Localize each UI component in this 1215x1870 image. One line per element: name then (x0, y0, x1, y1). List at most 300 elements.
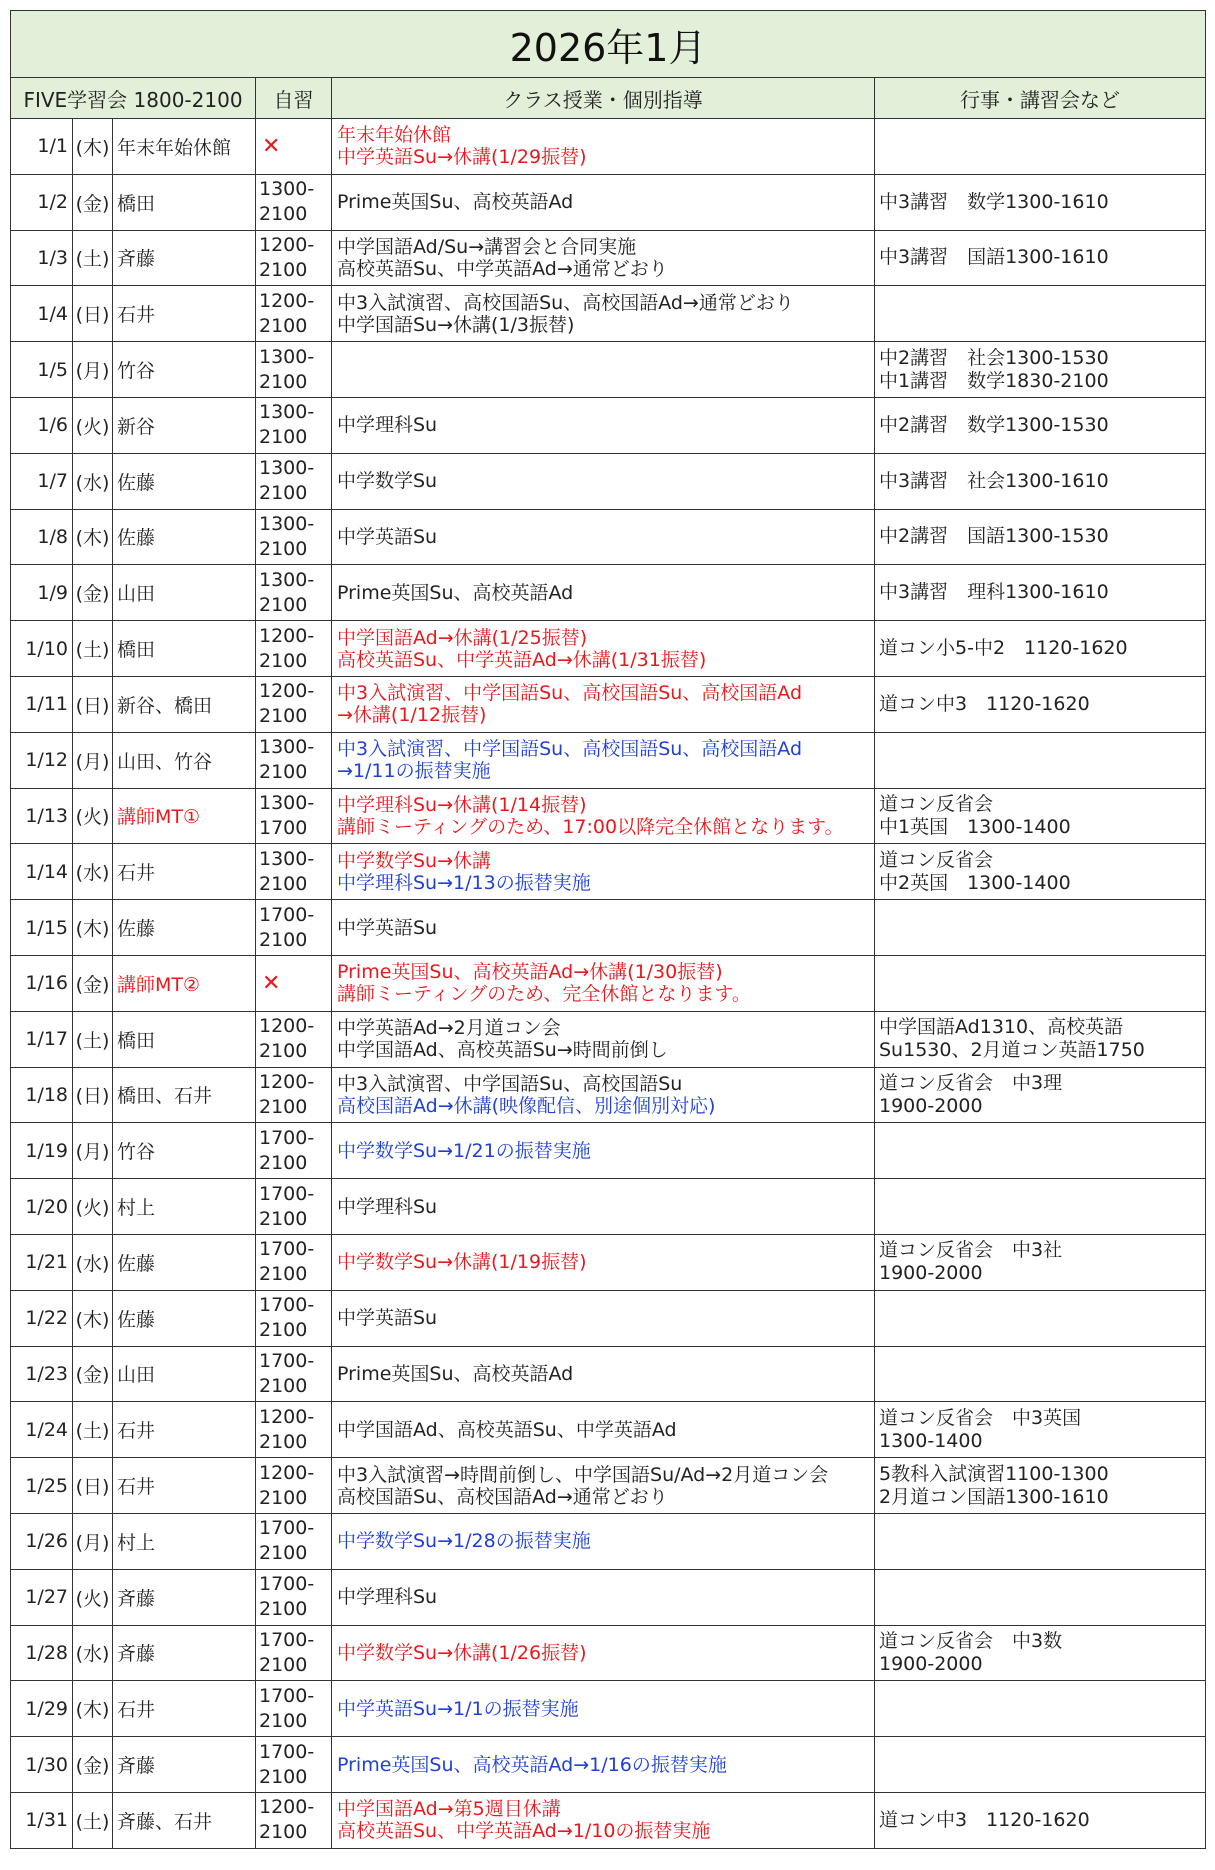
staff-cell: 佐藤 (113, 1234, 256, 1290)
class-line: 中3入試演習→時間前倒し、中学国語Su/Ad→2月道コン会 (337, 1463, 829, 1486)
staff-cell: 村上 (113, 1513, 256, 1569)
event-cell (875, 1569, 1206, 1625)
table-row (11, 509, 1206, 565)
self-study-cell (256, 453, 332, 509)
table-row (11, 1067, 1206, 1123)
table-row (11, 1290, 1206, 1346)
date-cell: 1/18 (11, 1067, 73, 1123)
self-study-time: 1700- (259, 1628, 315, 1651)
self-study-time: 1700- (259, 1740, 315, 1763)
class-cell (332, 1458, 875, 1514)
class-line: Prime英国Su、高校英語Ad (337, 1362, 574, 1385)
event-line: 中2講習 社会1300-1530 (879, 346, 1109, 369)
class-line: 中3入試演習、中学国語Su、高校国語Su、高校国語Ad (337, 682, 803, 705)
class-cell (332, 676, 875, 732)
weekday-cell: (木) (73, 509, 113, 565)
header-event: 行事・講習会など (875, 78, 1206, 119)
weekday-cell: (木) (73, 900, 113, 956)
self-study-time: 2100 (259, 537, 308, 560)
class-line: 中学英語Su (337, 1307, 438, 1330)
table-row (11, 174, 1206, 230)
event-line: 中2講習 数学1300-1530 (879, 413, 1109, 436)
self-study-time: 2100 (259, 314, 308, 337)
event-cell (875, 1625, 1206, 1681)
class-line: 中学数学Su→1/28の振替実施 (337, 1530, 591, 1553)
class-line: 中学国語Ad、高校英語Su、中学英語Ad (337, 1418, 677, 1441)
table-row (11, 286, 1206, 342)
table-row (11, 1513, 1206, 1569)
staff-cell: 山田、竹谷 (113, 732, 256, 788)
date-cell: 1/21 (11, 1234, 73, 1290)
table-row (11, 621, 1206, 677)
event-cell (875, 1067, 1206, 1123)
staff-cell: 新谷 (113, 397, 256, 453)
staff-cell: 石井 (113, 1681, 256, 1737)
self-study-time: 1200- (259, 1461, 315, 1484)
self-study-time: 2100 (259, 1319, 308, 1342)
table-row (11, 1569, 1206, 1625)
class-line: 講師ミーティングのため、17:00以降完全休館となります。 (337, 815, 844, 838)
class-cell (332, 174, 875, 230)
self-study-time: 1700- (259, 1517, 315, 1540)
class-line: 高校国語Su、高校国語Ad→通常どおり (337, 1485, 668, 1508)
header-self-study: 自習 (256, 78, 332, 119)
staff-cell: 斉藤 (113, 230, 256, 286)
weekday-cell: (土) (73, 1792, 113, 1848)
class-line: →休講(1/12振替) (337, 704, 487, 727)
event-line: 中学国語Ad1310、高校英語 (879, 1016, 1124, 1039)
class-line: 中学理科Su→休講(1/14振替) (337, 793, 587, 816)
self-study-time: 2100 (259, 1263, 308, 1286)
staff-cell: 佐藤 (113, 1290, 256, 1346)
weekday-cell: (水) (73, 1625, 113, 1681)
date-cell: 1/22 (11, 1290, 73, 1346)
event-line: 道コン反省会 中3理 (879, 1071, 1063, 1094)
self-study-cell (256, 676, 332, 732)
date-cell: 1/31 (11, 1792, 73, 1848)
class-cell (332, 1290, 875, 1346)
class-line: 講師ミーティングのため、完全休館となります。 (337, 983, 751, 1006)
closed-mark: ✕ (262, 133, 281, 159)
class-cell (332, 565, 875, 621)
self-study-time: 1700 (259, 816, 308, 839)
self-study-time: 1300- (259, 457, 315, 480)
self-study-cell (256, 1569, 332, 1625)
event-line: 中1講習 数学1830-2100 (879, 369, 1109, 392)
class-line: 中学英語Su→休講(1/29振替) (337, 146, 587, 169)
class-cell (332, 1067, 875, 1123)
class-line: Prime英国Su、高校英語Ad→1/16の振替実施 (337, 1753, 727, 1776)
event-line: 道コン反省会 中3英国 (879, 1406, 1082, 1429)
staff-cell: 竹谷 (113, 1123, 256, 1179)
self-study-cell (256, 230, 332, 286)
self-study-time: 1200- (259, 680, 315, 703)
self-study-cell (256, 119, 332, 175)
table-row (11, 1737, 1206, 1793)
date-cell: 1/15 (11, 900, 73, 956)
self-study-cell (256, 1290, 332, 1346)
class-cell (332, 1792, 875, 1848)
self-study-cell (256, 565, 332, 621)
staff-cell: 橋田、石井 (113, 1067, 256, 1123)
self-study-time: 1200- (259, 1070, 315, 1093)
event-cell (875, 1011, 1206, 1067)
staff-cell: 講師MT② (113, 955, 256, 1011)
staff-cell: 石井 (113, 286, 256, 342)
self-study-cell (256, 174, 332, 230)
self-study-cell (256, 286, 332, 342)
staff-cell: 斉藤、石井 (113, 1792, 256, 1848)
class-cell (332, 955, 875, 1011)
staff-cell: 石井 (113, 1458, 256, 1514)
self-study-time: 2100 (259, 203, 308, 226)
event-line: 中3講習 理科1300-1610 (879, 581, 1109, 604)
weekday-cell: (金) (73, 174, 113, 230)
self-study-time: 1300- (259, 568, 315, 591)
date-cell: 1/30 (11, 1737, 73, 1793)
self-study-time: 1300- (259, 345, 315, 368)
month-title: 2026年1月 (11, 11, 1206, 78)
self-study-cell (256, 844, 332, 900)
event-cell (875, 1792, 1206, 1848)
self-study-time: 2100 (259, 1653, 308, 1676)
date-cell: 1/2 (11, 174, 73, 230)
event-cell (875, 565, 1206, 621)
staff-cell: 橋田 (113, 621, 256, 677)
self-study-time: 2100 (259, 649, 308, 672)
class-line: 中学理科Su→1/13の振替実施 (337, 871, 591, 894)
self-study-time: 2100 (259, 593, 308, 616)
self-study-time: 1200- (259, 1405, 315, 1428)
weekday-cell: (金) (73, 955, 113, 1011)
header-row (11, 78, 1206, 119)
class-cell (332, 1346, 875, 1402)
event-cell (875, 119, 1206, 175)
event-line: 1900-2000 (879, 1652, 983, 1675)
self-study-time: 2100 (259, 1374, 308, 1397)
class-cell (332, 1513, 875, 1569)
table-row (11, 342, 1206, 398)
self-study-cell (256, 1792, 332, 1848)
class-line: 中3入試演習、高校国語Su、高校国語Ad→通常どおり (337, 291, 794, 314)
weekday-cell: (日) (73, 1458, 113, 1514)
event-line: 中1英国 1300-1400 (879, 815, 1071, 838)
staff-cell: 村上 (113, 1179, 256, 1235)
weekday-cell: (木) (73, 119, 113, 175)
event-line: 道コン反省会 (879, 848, 994, 871)
class-cell (332, 1625, 875, 1681)
staff-cell: 年末年始休館 (113, 119, 256, 175)
header-date: FIVE学習会 1800-2100 (11, 78, 256, 119)
self-study-cell (256, 1234, 332, 1290)
event-cell (875, 1737, 1206, 1793)
self-study-time: 2100 (259, 1430, 308, 1453)
class-cell (332, 1737, 875, 1793)
self-study-time: 2100 (259, 1040, 308, 1063)
event-line: 5教科入試演習1100-1300 (879, 1462, 1109, 1485)
self-study-cell (256, 342, 332, 398)
self-study-time: 1300- (259, 512, 315, 535)
table-row (11, 119, 1206, 175)
self-study-cell (256, 732, 332, 788)
class-cell (332, 230, 875, 286)
self-study-time: 2100 (259, 482, 308, 505)
weekday-cell: (火) (73, 1179, 113, 1235)
class-cell (332, 844, 875, 900)
staff-cell: 斉藤 (113, 1625, 256, 1681)
self-study-cell (256, 1737, 332, 1793)
date-cell: 1/9 (11, 565, 73, 621)
self-study-time: 1300- (259, 847, 315, 870)
class-line: 中学国語Ad/Su→講習会と合同実施 (337, 235, 637, 258)
event-cell (875, 788, 1206, 844)
table-row (11, 1346, 1206, 1402)
event-cell (875, 621, 1206, 677)
class-line: 高校国語Ad→休講(映像配信、別途個別対応) (337, 1094, 716, 1117)
class-line: 中学英語Su (337, 525, 438, 548)
self-study-cell (256, 509, 332, 565)
weekday-cell: (月) (73, 732, 113, 788)
class-cell (332, 119, 875, 175)
class-line: 中学国語Ad→第5週目休講 (337, 1798, 561, 1821)
event-line: 中2講習 国語1300-1530 (879, 525, 1109, 548)
date-cell: 1/17 (11, 1011, 73, 1067)
self-study-cell (256, 1011, 332, 1067)
class-cell (332, 900, 875, 956)
event-line: 道コン中3 1120-1620 (879, 692, 1090, 715)
table-row (11, 732, 1206, 788)
self-study-time: 1300- (259, 791, 315, 814)
self-study-time: 1200- (259, 624, 315, 647)
date-cell: 1/11 (11, 676, 73, 732)
weekday-cell: (金) (73, 1346, 113, 1402)
table-row (11, 844, 1206, 900)
table-row (11, 1625, 1206, 1681)
self-study-cell (256, 900, 332, 956)
weekday-cell: (日) (73, 676, 113, 732)
weekday-cell: (土) (73, 1402, 113, 1458)
event-cell (875, 900, 1206, 956)
self-study-time: 1200- (259, 233, 315, 256)
self-study-time: 1200- (259, 1015, 315, 1038)
class-cell (332, 1681, 875, 1737)
class-cell (332, 509, 875, 565)
class-line: Prime英国Su、高校英語Ad (337, 191, 574, 214)
table-row (11, 1402, 1206, 1458)
schedule-sheet (10, 10, 1205, 1849)
event-cell (875, 676, 1206, 732)
date-cell: 1/12 (11, 732, 73, 788)
table-row (11, 1011, 1206, 1067)
self-study-time: 2100 (259, 928, 308, 951)
self-study-time: 2100 (259, 1821, 308, 1844)
class-line: 中学国語Su→休講(1/3振替) (337, 313, 575, 336)
self-study-time: 2100 (259, 1598, 308, 1621)
event-line: 中2英国 1300-1400 (879, 871, 1071, 894)
self-study-cell (256, 1681, 332, 1737)
staff-cell: 石井 (113, 844, 256, 900)
date-cell: 1/8 (11, 509, 73, 565)
self-study-time: 1700- (259, 1294, 315, 1317)
self-study-time: 2100 (259, 1765, 308, 1788)
class-line: 中学数学Su (337, 470, 438, 493)
event-line: 2月道コン国語1300-1610 (879, 1485, 1109, 1508)
staff-cell: 橋田 (113, 174, 256, 230)
class-line: 中学国語Ad、高校英語Su→時間前倒し (337, 1039, 668, 1062)
event-cell (875, 1346, 1206, 1402)
date-cell: 1/1 (11, 119, 73, 175)
self-study-time: 1700- (259, 1182, 315, 1205)
class-cell (332, 1402, 875, 1458)
weekday-cell: (水) (73, 453, 113, 509)
class-cell (332, 621, 875, 677)
class-line: 年末年始休館 (337, 124, 452, 147)
event-cell (875, 1123, 1206, 1179)
event-line: 1900-2000 (879, 1094, 983, 1117)
self-study-time: 2100 (259, 1207, 308, 1230)
class-line: 高校英語Su、中学英語Ad→通常どおり (337, 257, 668, 280)
event-line: 道コン小5-中2 1120-1620 (879, 637, 1128, 660)
date-cell: 1/16 (11, 955, 73, 1011)
weekday-cell: (木) (73, 1290, 113, 1346)
class-cell (332, 286, 875, 342)
self-study-time: 1700- (259, 1126, 315, 1149)
class-cell (332, 397, 875, 453)
event-cell (875, 1458, 1206, 1514)
event-line: 道コン反省会 中3数 (879, 1629, 1063, 1652)
self-study-cell (256, 621, 332, 677)
self-study-time: 2100 (259, 761, 308, 784)
event-cell (875, 844, 1206, 900)
date-cell: 1/19 (11, 1123, 73, 1179)
staff-cell: 山田 (113, 1346, 256, 1402)
class-line: 中学数学Su→休講(1/26振替) (337, 1641, 587, 1664)
self-study-time: 1300- (259, 736, 315, 759)
event-line: 道コン中3 1120-1620 (879, 1808, 1090, 1831)
date-cell: 1/23 (11, 1346, 73, 1402)
table-row (11, 1179, 1206, 1235)
event-cell (875, 1234, 1206, 1290)
self-study-time: 1300- (259, 401, 315, 424)
event-line: 中3講習 国語1300-1610 (879, 246, 1109, 269)
staff-cell: 橋田 (113, 1011, 256, 1067)
weekday-cell: (月) (73, 1123, 113, 1179)
event-line: 中3講習 社会1300-1610 (879, 469, 1109, 492)
table-row (11, 397, 1206, 453)
staff-cell: 斉藤 (113, 1569, 256, 1625)
event-cell (875, 397, 1206, 453)
self-study-cell (256, 788, 332, 844)
table-row (11, 676, 1206, 732)
self-study-time: 2100 (259, 1151, 308, 1174)
class-cell (332, 732, 875, 788)
weekday-cell: (月) (73, 1513, 113, 1569)
self-study-time: 2100 (259, 1486, 308, 1509)
weekday-cell: (火) (73, 1569, 113, 1625)
class-line: Prime英国Su、高校英語Ad (337, 581, 574, 604)
date-cell: 1/14 (11, 844, 73, 900)
staff-cell: 新谷、橋田 (113, 676, 256, 732)
self-study-cell (256, 955, 332, 1011)
staff-cell: 佐藤 (113, 453, 256, 509)
table-row (11, 230, 1206, 286)
class-line: 中学数学Su→1/21の振替実施 (337, 1139, 591, 1162)
header-class: クラス授業・個別指導 (332, 78, 875, 119)
weekday-cell: (日) (73, 286, 113, 342)
staff-cell: 講師MT① (113, 788, 256, 844)
self-study-time: 2100 (259, 370, 308, 393)
weekday-cell: (木) (73, 1681, 113, 1737)
class-cell (332, 1011, 875, 1067)
table-row (11, 1123, 1206, 1179)
table-row (11, 1792, 1206, 1848)
staff-cell: 石井 (113, 1402, 256, 1458)
event-line: 中3講習 数学1300-1610 (879, 190, 1109, 213)
date-cell: 1/24 (11, 1402, 73, 1458)
self-study-time: 2100 (259, 1709, 308, 1732)
table-row (11, 453, 1206, 509)
table-row (11, 955, 1206, 1011)
event-cell (875, 732, 1206, 788)
date-cell: 1/13 (11, 788, 73, 844)
event-cell (875, 286, 1206, 342)
self-study-cell (256, 1513, 332, 1569)
staff-cell: 佐藤 (113, 509, 256, 565)
table-row (11, 788, 1206, 844)
class-line: 高校英語Su、中学英語Ad→1/10の振替実施 (337, 1820, 711, 1843)
self-study-cell (256, 1402, 332, 1458)
self-study-time: 1700- (259, 1573, 315, 1596)
self-study-time: 1200- (259, 1796, 315, 1819)
self-study-time: 2100 (259, 705, 308, 728)
event-line: Su1530、2月道コン英語1750 (879, 1039, 1145, 1062)
self-study-time: 2100 (259, 1095, 308, 1118)
event-cell (875, 342, 1206, 398)
self-study-cell (256, 1625, 332, 1681)
weekday-cell: (火) (73, 397, 113, 453)
self-study-cell (256, 1123, 332, 1179)
class-cell (332, 342, 875, 398)
event-line: 1900-2000 (879, 1262, 983, 1285)
class-line: 中学数学Su→休講 (337, 849, 492, 872)
event-cell (875, 230, 1206, 286)
weekday-cell: (土) (73, 230, 113, 286)
date-cell: 1/10 (11, 621, 73, 677)
self-study-cell (256, 1346, 332, 1402)
date-cell: 1/27 (11, 1569, 73, 1625)
event-line: 道コン反省会 (879, 792, 994, 815)
event-cell (875, 1402, 1206, 1458)
event-cell (875, 1179, 1206, 1235)
event-line: 道コン反省会 中3社 (879, 1239, 1063, 1262)
table-row (11, 1681, 1206, 1737)
class-line: 中3入試演習、中学国語Su、高校国語Su、高校国語Ad (337, 738, 803, 761)
closed-mark: ✕ (262, 970, 281, 996)
self-study-cell (256, 1458, 332, 1514)
weekday-cell: (金) (73, 565, 113, 621)
self-study-cell (256, 1067, 332, 1123)
date-cell: 1/29 (11, 1681, 73, 1737)
table-row (11, 1458, 1206, 1514)
self-study-time: 2100 (259, 426, 308, 449)
self-study-time: 1200- (259, 289, 315, 312)
self-study-time: 1300- (259, 178, 315, 201)
date-cell: 1/4 (11, 286, 73, 342)
class-line: 中学国語Ad→休講(1/25振替) (337, 626, 588, 649)
weekday-cell: (土) (73, 621, 113, 677)
event-cell (875, 509, 1206, 565)
staff-cell: 竹谷 (113, 342, 256, 398)
